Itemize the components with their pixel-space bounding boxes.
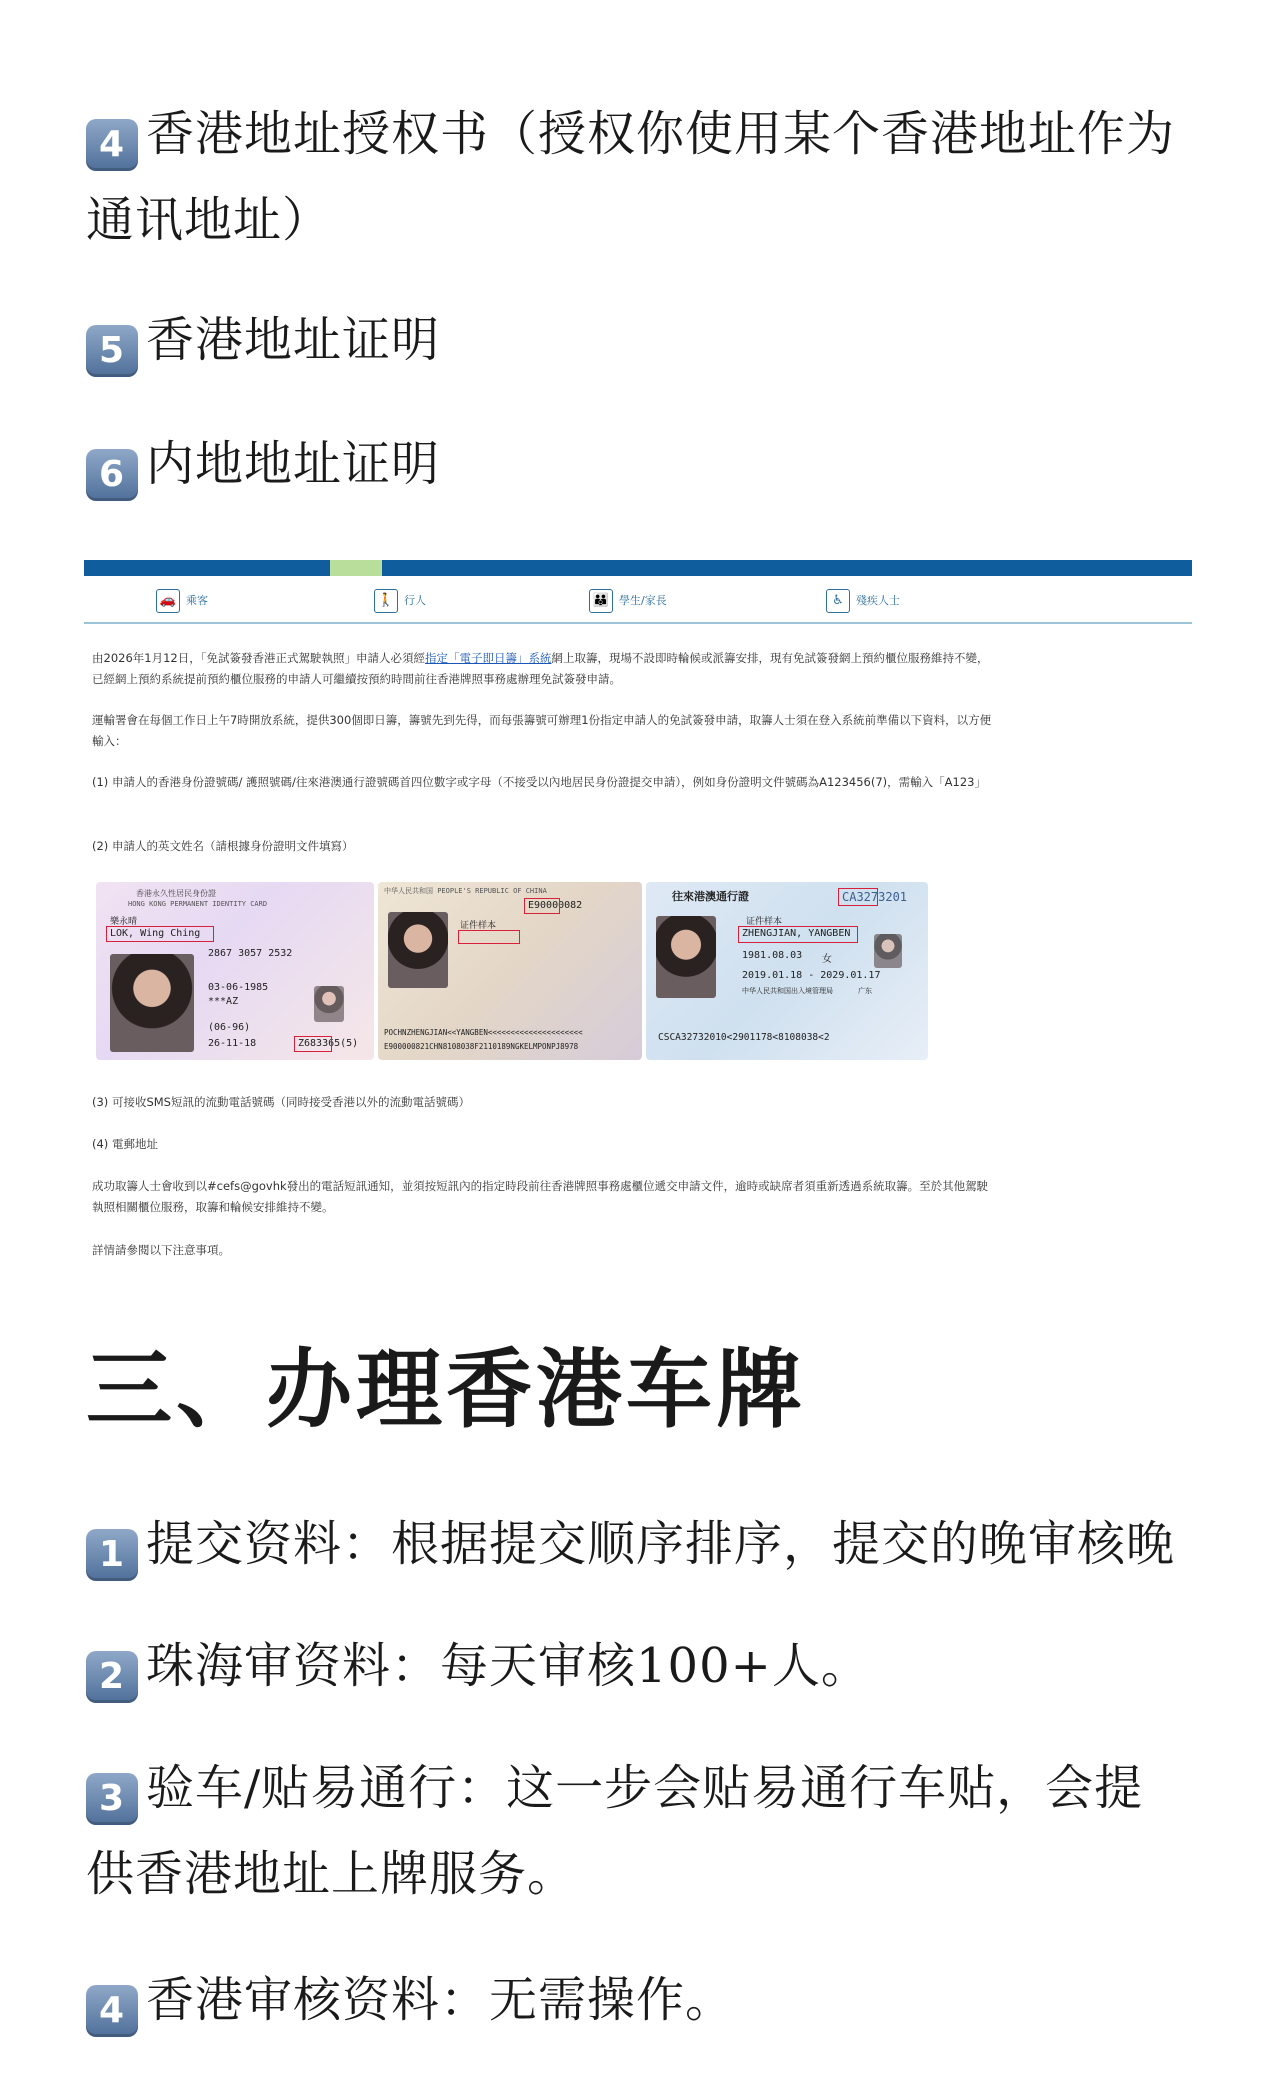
system-link[interactable]: 系統: [528, 651, 552, 665]
step-text: 提交资料：根据提交顺序排序，提交的晚审核晚: [146, 1516, 1176, 1572]
ghost-portrait: [874, 934, 902, 968]
exit-entry-permit-sample: 往來港澳通行證 CA3273201 证件样本 ZHENGJIAN, YANGBEN 1981.08.03 女 2019.01.18 - 2029.01.17 中华人民共和国出入境管理局 广东 CSCA32732010<2901178<8108038<2: [646, 882, 928, 1060]
requirement-item: (1) 申請人的香港身份證號碼/ 護照號碼/往來港澳通行證號碼首四位數字或字母（不接受以內地居民身份證提交申請），例如身份證明文件號碼為A123456(7)，需輸入「A123」: [92, 775, 986, 789]
requirement-item: (4) 電郵地址: [92, 1137, 158, 1151]
requirement-item: (2) 申請人的英文姓名（請根據身份證明文件填寫）: [92, 839, 354, 853]
list-item: [86, 92, 1206, 176]
step-text: 验车/贴易通行：这一步会贴易通行车贴，会提: [146, 1760, 1144, 1816]
car-icon: 🚗: [156, 589, 180, 613]
highlight-box: [838, 888, 878, 906]
section-heading: 三、办理香港车牌: [86, 1339, 806, 1440]
list-item-continuation: [86, 178, 1206, 262]
keycap-1-icon: 1: [86, 1529, 138, 1581]
list-item-text: 香港地址证明: [146, 312, 441, 368]
step-text: 珠海审资料：每天审核100+人。: [146, 1638, 870, 1694]
active-tab-indicator: [330, 560, 382, 576]
notice-paragraph: 詳情請參閱以下注意事項。: [92, 1243, 230, 1257]
id-card-samples: [96, 882, 928, 1060]
step-text: 香港审核资料：无需操作。: [146, 1972, 735, 2028]
tab-disabled-persons[interactable]: ♿ 殘疾人士: [826, 588, 900, 614]
step-item: [86, 1502, 1206, 1586]
portrait-photo: [656, 916, 716, 998]
embedded-screenshot: [84, 560, 1192, 1275]
step-item: [86, 1746, 1206, 1830]
keycap-3-icon: 3: [86, 1773, 138, 1825]
list-item-text: 通讯地址）: [86, 192, 332, 248]
site-top-bar: [84, 560, 1192, 576]
highlight-box: [524, 898, 560, 914]
tab-passenger[interactable]: 🚗 乘客: [156, 588, 208, 614]
ghost-portrait: [314, 986, 344, 1022]
wheelchair-icon: ♿: [826, 589, 850, 613]
portrait-photo: [110, 954, 194, 1052]
highlight-box: [294, 1036, 332, 1052]
keycap-5-icon: 5: [86, 325, 138, 377]
portrait-photo: [388, 912, 448, 988]
highlight-box: [458, 930, 520, 944]
requirement-item: (3) 可接收SMS短訊的流動電話號碼（同時接受香港以外的流動電話號碼）: [92, 1095, 470, 1109]
highlight-box: [738, 926, 858, 943]
list-item: [86, 298, 1206, 382]
step-item: [86, 1958, 1206, 2042]
pedestrian-icon: 🚶: [374, 589, 398, 613]
hkid-card-sample: 香港永久性居民身份證 HONG KONG PERMANENT IDENTITY CARD 樂永晴 LOK, Wing Ching 2867 3057 2532 03-06-1985 ***AZ (06-96) 26-11-18 Z683365(5): [96, 882, 374, 1060]
notice-paragraph: 運輸署會在每個工作日上午7時開放系統，提供300個即日籌，籌號先到先得，而每張籌號可辦理1份指定申請人的免試簽發申請，取籌人士須在登入系統前準備以下資料，以方便輸入：: [92, 713, 992, 748]
tab-student-parent[interactable]: 👪 學生/家長: [589, 588, 667, 614]
step-text: 供香港地址上牌服务。: [86, 1846, 577, 1902]
student-parent-icon: 👪: [589, 589, 613, 613]
tab-pedestrian[interactable]: 🚶 行人: [374, 588, 426, 614]
keycap-2-icon: 2: [86, 1651, 138, 1703]
list-item-text: 香港地址授权书（授权你使用某个香港地址作为: [146, 106, 1176, 162]
prc-passport-sample: 中华人民共和国 PEOPLE'S REPUBLIC OF CHINA E90000082 证件样本 POCHNZHENGJIAN<<YANGBEN<<<<<<<<<<<<<<<<<<<<< E900000821CHN8108038F2110189NGKELMPONPJ8978: [378, 882, 642, 1060]
keycap-4-icon: 4: [86, 1985, 138, 2037]
category-tabs: [84, 576, 1192, 624]
notice-paragraph: 成功取籌人士會收到以#cefs@govhk發出的電話短訊通知，並須按短訊內的指定時段前往香港牌照事務處櫃位遞交申請文件，逾時或缺席者須重新透過系統取籌。至於其他駕駛執照相關櫃位服務，取籌和輪候安排維持不變。: [92, 1179, 989, 1214]
step-item: [86, 1624, 1206, 1708]
highlight-box: [106, 926, 214, 942]
keycap-6-icon: 6: [86, 449, 138, 501]
notice-paragraph: 由2026年1月12日，「免試簽發香港正式駕駛執照」申請人必須經指定「電子即日籌」系統網上取籌，現場不設即時輪候或派籌安排，現有免試簽發網上預約櫃位服務維持不變，已經網上預約系統提前預約櫃位服務的申請人可繼續按預約時間前往香港牌照事務處辦理免試簽發申請。: [92, 651, 989, 686]
e-ticket-link[interactable]: 指定「電子即日籌」: [424, 651, 529, 665]
list-item: [86, 422, 1206, 506]
list-item-text: 内地地址证明: [146, 436, 441, 492]
step-item-continuation: [86, 1832, 1206, 1916]
keycap-4-icon: 4: [86, 119, 138, 171]
